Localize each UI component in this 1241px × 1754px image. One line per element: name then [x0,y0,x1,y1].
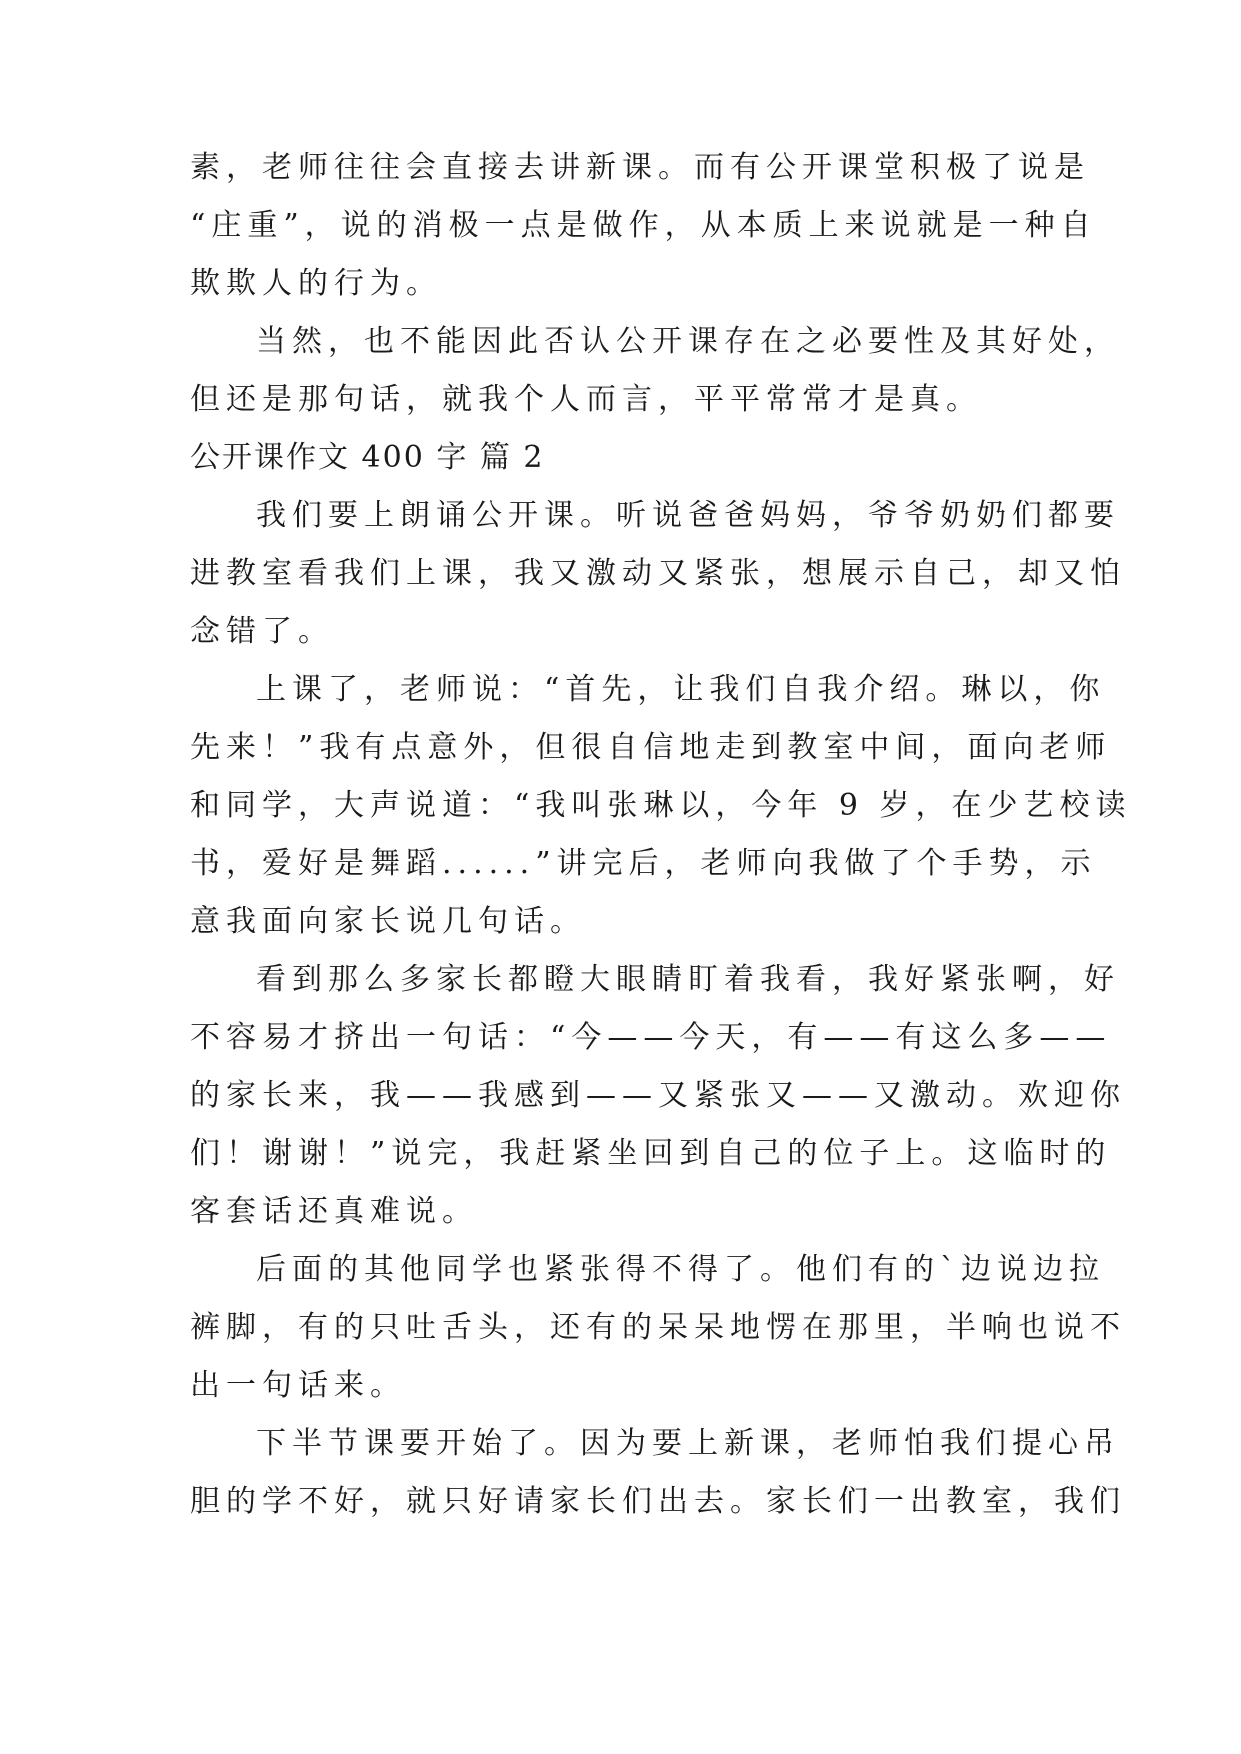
text-line: 书，爱好是舞蹈......”讲完后，老师向我做了个手势，示 [190,846,1097,881]
text-line: 胆的学不好，就只好请家长们出去。家长们一出教室，我们 [190,1484,1126,1519]
text-line: 裤脚，有的只吐舌头，还有的呆呆地愣在那里，半响也说不 [190,1310,1126,1345]
text-line: “庄重”，说的消极一点是做作，从本质上来说就是一种自 [190,208,1097,243]
text-line: 但还是那句话，就我个人而言，平平常常才是真。 [190,382,982,417]
text-line: 客套话还真难说。 [190,1194,478,1229]
text-line: 的家长来，我——我感到——又紧张又——又激动。欢迎你 [190,1078,1126,1113]
text-line: 意我面向家长说几句话。 [190,904,586,939]
paragraph-start-line: 后面的其他同学也紧张得不得了。他们有的`边说边拉 [256,1252,1105,1287]
text-line: 欺欺人的行为。 [190,266,442,301]
paragraph-start-line: 我们要上朗诵公开课。听说爸爸妈妈，爷爷奶奶们都要 [256,498,1120,533]
text-line: 出一句话来。 [190,1368,406,1403]
text-line: 不容易才挤出一句话：“今——今天，有——有这么多—— [190,1020,1112,1055]
paragraph-start-line: 看到那么多家长都瞪大眼睛盯着我看，我好紧张啊，好 [256,962,1120,997]
text-line: 素，老师往往会直接去讲新课。而有公开课堂积极了说是 [190,150,1090,185]
text-line: 和同学，大声说道：“我叫张琳以，今年 9 岁，在少艺校读 [190,788,1132,823]
section-heading: 公开课作文 400 字 篇 2 [190,440,545,475]
text-line: 念错了。 [190,614,334,649]
text-line: 们！谢谢！”说完，我赶紧坐回到自己的位子上。这临时的 [190,1136,1112,1171]
paragraph-start-line: 当然，也不能因此否认公开课存在之必要性及其好处， [256,324,1120,359]
paragraph-start-line: 上课了，老师说：“首先，让我们自我介绍。琳以，你 [256,672,1106,707]
text-line: 先来！”我有点意外，但很自信地走到教室中间，面向老师 [190,730,1112,765]
text-line: 进教室看我们上课，我又激动又紧张，想展示自己，却又怕 [190,556,1126,591]
paragraph-start-line: 下半节课要开始了。因为要上新课，老师怕我们提心吊 [256,1426,1120,1461]
